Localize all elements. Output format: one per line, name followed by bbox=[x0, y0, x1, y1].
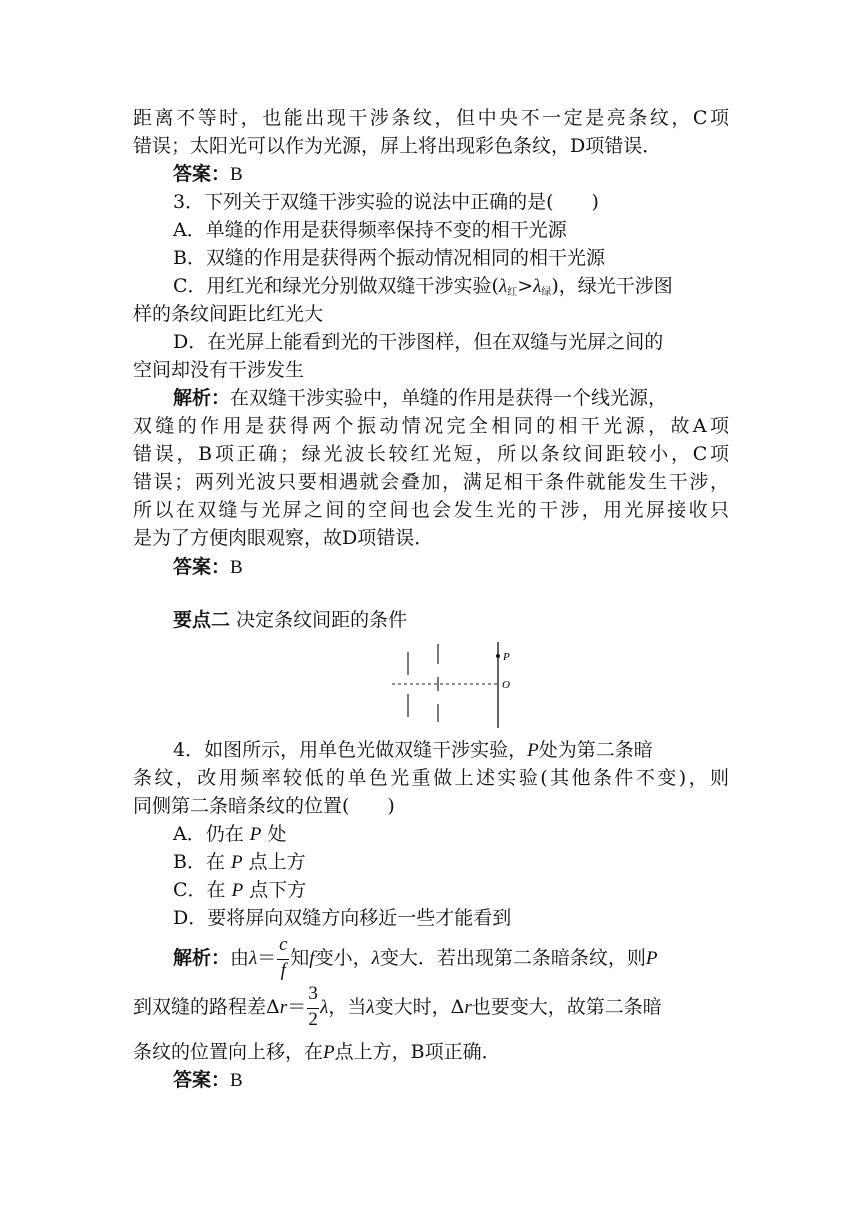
var-r: r bbox=[464, 997, 472, 1018]
var-p: P bbox=[231, 852, 243, 873]
text-line: 错误，B项正确；绿光波长较红光短，所以条纹间距较小，C项 bbox=[133, 443, 729, 465]
var-r: r bbox=[279, 997, 288, 1018]
text-span: 到双缝的路程差Δ bbox=[133, 996, 280, 1018]
lambda-symbol: λ bbox=[533, 276, 542, 297]
var-p: P bbox=[249, 824, 262, 845]
text-line: 条纹，改用频率较低的单色光重做上述实验(其他条件不变)，则 bbox=[133, 767, 729, 789]
answer-line bbox=[173, 1066, 729, 1095]
var-f: f bbox=[309, 948, 315, 969]
text-span: 点下方 bbox=[249, 879, 307, 901]
answer-label: 答案： bbox=[173, 1069, 231, 1091]
text-span: 变大时，Δ bbox=[374, 996, 465, 1018]
lambda-symbol: λ bbox=[371, 948, 380, 969]
text-span: B．在 bbox=[173, 851, 225, 873]
option-4b bbox=[173, 848, 729, 877]
text-span: 在双缝干涉实验中，单缝的作用是获得一个线光源， bbox=[230, 387, 668, 409]
text-span: A．仍在 bbox=[173, 823, 244, 845]
option-4d: D．要将屏向双缝方向移近一些才能看到 bbox=[173, 907, 512, 929]
double-slit-diagram bbox=[390, 642, 520, 732]
text-span: 条纹的位置向上移，在 bbox=[133, 1041, 324, 1063]
answer-value: B bbox=[230, 164, 243, 185]
text-span: C．用红光和绿光分别做双缝干涉实验( bbox=[173, 275, 499, 297]
text-span: ，当 bbox=[328, 996, 367, 1018]
text-span: 点上方 bbox=[248, 851, 306, 873]
text-line: 空间却没有干涉发生 bbox=[133, 359, 305, 381]
text-span: 处为第二条暗 bbox=[538, 739, 653, 761]
var-p: P bbox=[645, 948, 658, 969]
text-span: )，绿光干涉图 bbox=[551, 275, 673, 297]
question-4 bbox=[173, 736, 729, 765]
option-4a bbox=[173, 820, 729, 849]
numerator: 3 bbox=[308, 983, 318, 1004]
text-span: 4．如图所示，用单色光做双缝干涉实验， bbox=[173, 739, 528, 761]
text-line: 错误；太阳光可以作为光源，屏上将出现彩色条纹，D项错误． bbox=[133, 135, 662, 157]
subscript-green: 绿 bbox=[541, 287, 552, 298]
greater-than: > bbox=[517, 275, 534, 297]
numerator: c bbox=[279, 934, 288, 955]
text-span: 处 bbox=[267, 823, 287, 845]
answer-line bbox=[173, 553, 729, 582]
option-3a: A．单缝的作用是获得频率保持不变的相干光源 bbox=[173, 219, 567, 241]
answer-value: B bbox=[230, 1070, 243, 1091]
equals: ＝ bbox=[257, 947, 277, 969]
denominator: 2 bbox=[308, 1009, 318, 1030]
answer-label: 答案： bbox=[173, 163, 231, 185]
option-3d: D．在光屏上能看到光的干涉图样，但在双缝与光屏之间的 bbox=[173, 331, 664, 353]
fraction-c-over-f bbox=[276, 934, 290, 981]
text-span: 变小， bbox=[314, 947, 372, 969]
subscript-red: 红 bbox=[507, 287, 518, 298]
text-line: 错误；两列光波只要相遇就会叠加，满足相干条件就能发生干涉， bbox=[133, 471, 729, 493]
text-span: 变大．若出现第二条暗条纹，则 bbox=[379, 947, 646, 969]
lambda-symbol: λ bbox=[498, 276, 508, 297]
text-line: 样的条纹间距比红光大 bbox=[133, 303, 324, 325]
text-line: 距离不等时，也能出现干涉条纹，但中央不一定是亮条纹，C项 bbox=[133, 107, 729, 129]
solution-label: 解析： bbox=[173, 387, 231, 409]
text-line: 是为了方便肉眼观察，故D项错误． bbox=[133, 527, 434, 549]
answer-value: B bbox=[230, 557, 243, 578]
section-label: 要点二 bbox=[173, 609, 231, 631]
text-line: 所以在双缝与光屏之间的空间也会发生光的干涉，用光屏接收只 bbox=[133, 499, 729, 521]
question-3: 3．下列关于双缝干涉实验的说法中正确的是( ) bbox=[173, 191, 599, 213]
fraction-3-over-2 bbox=[306, 983, 320, 1030]
label-o: O bbox=[502, 679, 510, 691]
text-line: 同侧第二条暗条纹的位置( ) bbox=[133, 795, 395, 817]
section-title: 决定条纹间距的条件 bbox=[236, 609, 408, 631]
text-span: 由 bbox=[230, 947, 250, 969]
text-line: 双缝的作用是获得两个振动情况完全相同的相干光源，故A项 bbox=[133, 415, 729, 437]
point-p-dot bbox=[496, 654, 500, 658]
label-p: P bbox=[503, 651, 510, 663]
option-3b: B．双缝的作用是获得两个振动情况相同的相干光源 bbox=[173, 247, 605, 269]
var-p: P bbox=[323, 1042, 335, 1063]
solution-4 bbox=[173, 934, 729, 981]
text-span: 知 bbox=[290, 947, 310, 969]
text-line bbox=[133, 1038, 729, 1067]
solution-3 bbox=[173, 384, 729, 412]
lambda-symbol: λ bbox=[366, 997, 375, 1018]
text-span: C．在 bbox=[173, 879, 226, 901]
answer-line bbox=[173, 160, 729, 189]
denominator: f bbox=[280, 960, 286, 981]
section-heading bbox=[173, 606, 729, 634]
text-span: 点上方，B项正确． bbox=[334, 1041, 501, 1063]
equals: ＝ bbox=[287, 996, 307, 1018]
lambda-symbol: λ bbox=[320, 997, 329, 1018]
solution-label: 解析： bbox=[173, 947, 231, 969]
text-line bbox=[133, 983, 729, 1030]
text-span: 也要变大，故第二条暗 bbox=[471, 996, 662, 1018]
option-4c bbox=[173, 876, 729, 905]
var-p: P bbox=[231, 880, 244, 901]
lambda-symbol: λ bbox=[249, 948, 258, 969]
var-p: P bbox=[527, 740, 539, 761]
answer-label: 答案： bbox=[173, 556, 231, 578]
